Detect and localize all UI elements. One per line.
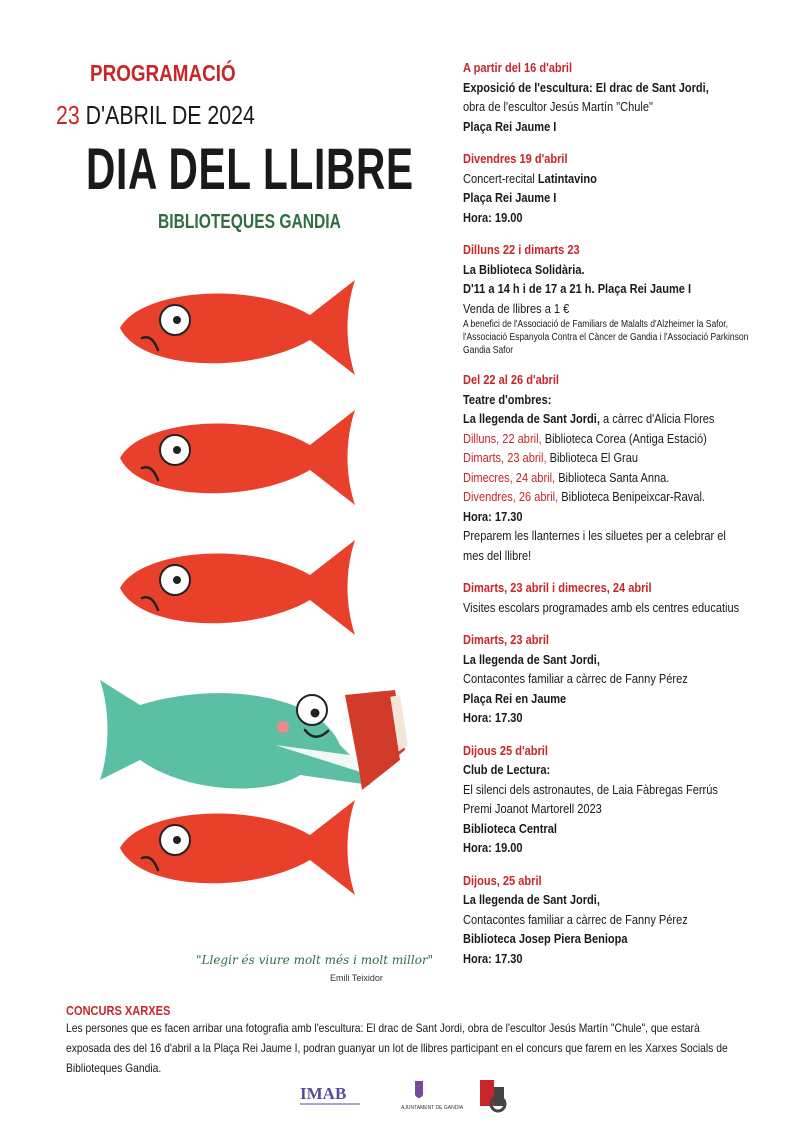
event-detail-line (463, 708, 764, 728)
event-detail-line (463, 468, 764, 488)
event-detail-line (463, 689, 764, 709)
event-detail-text: Exposició de l'escultura: El drac de Sant Jordi, (463, 79, 709, 95)
event-detail-text: Biblioteca Central (463, 820, 557, 836)
event-detail-line (463, 117, 764, 137)
subtitle: BIBLIOTEQUES GANDIA (158, 211, 341, 233)
event-detail-text: Hora: 17.30 (463, 950, 523, 966)
event-detail-line (463, 78, 764, 98)
main-title: DIA DEL LLIBRE (86, 137, 414, 202)
event-detail-line (463, 546, 764, 566)
red-fish-icon (120, 280, 355, 375)
contest-text: Les persones que es facen arribar una fotografia amb l'escultura: El drac de Sant Jordi, obra de l'escultor Jesús Martín "Chule", que estarà exposada des del 16 d'abril a la Plaça Rei Jaume I, podran guanyar un lot de llibres participant en el concurs que farem en les Xarxes Socials de Biblioteques Gandia. (66, 1021, 728, 1075)
schedule-list (463, 58, 763, 981)
fish-illustration (100, 270, 440, 920)
red-fish-icon (120, 800, 355, 895)
event-detail-line (463, 260, 764, 280)
event-detail-text: Hora: 17.30 (463, 508, 523, 524)
event-detail-text: Hora: 19.00 (463, 209, 523, 225)
event-detail-text: l'Associació Espanyola Contra el Càncer de Gandia i l'Associació Parkinson (463, 332, 749, 343)
event-date-heading: Dimarts, 23 abril (463, 632, 549, 647)
event-detail-text: La llegenda de Sant Jordi, (463, 892, 600, 907)
quote-text: "Llegir és viure molt més i molt millor" (196, 953, 434, 967)
event-date-heading: A partir del 16 d'abril (463, 60, 573, 75)
event-detail-text-extra: Biblioteca Corea (Antiga Estació) (541, 430, 707, 446)
quote-author: Emili Teixidor (330, 973, 383, 983)
event-detail-text: Plaça Rei Jaume I (463, 118, 557, 134)
event-detail-text: mes del llibre! (463, 547, 532, 563)
event-detail-text: Venda de llibres a 1 € (463, 300, 570, 316)
event-detail-line (463, 507, 764, 527)
date-number: 23 (56, 100, 80, 130)
event-detail-text: Gandia Safor (463, 345, 514, 356)
event-detail-line (463, 331, 764, 344)
event-detail-line (463, 188, 764, 208)
sponsor-logos (290, 1075, 530, 1115)
reading-fish-icon (100, 680, 408, 790)
red-fish-icon (120, 540, 355, 635)
event-detail-text: Concert-recital (463, 170, 538, 186)
schedule-event (463, 871, 763, 969)
event-detail-text: Divendres, 26 abril, (463, 489, 559, 504)
event-detail-text: Premi Joanot Martorell 2023 (463, 801, 602, 816)
event-detail-text: D'11 a 14 h i de 17 a 21 h. Plaça Rei Jaume I (463, 281, 692, 296)
event-detail-text: Teatre d'ombres: (463, 391, 552, 407)
event-detail-line (463, 838, 764, 858)
red-fish-icon (120, 410, 355, 505)
event-detail-text: La Biblioteca Solidària. (463, 261, 585, 277)
event-detail-text: Hora: 19.00 (463, 840, 523, 855)
event-detail-line (463, 390, 764, 410)
event-date-heading: Dimarts, 23 abril i dimecres, 24 abril (463, 580, 652, 595)
event-date-heading: Dijous 25 d'abril (463, 742, 548, 758)
programacio-label: PROGRAMACIÓ (90, 60, 236, 86)
event-detail-line (463, 429, 764, 449)
event-detail-text: Contacontes familiar a càrrec de Fanny Pérez (463, 911, 688, 927)
event-detail-line (463, 279, 764, 299)
event-detail-line (463, 819, 764, 839)
event-detail-line (463, 669, 764, 689)
event-detail-text-extra: Latintavino (537, 170, 597, 186)
schedule-event (463, 741, 763, 858)
event-detail-line (463, 208, 764, 228)
event-detail-text-extra: Biblioteca El Grau (546, 450, 639, 465)
schedule-event (463, 630, 763, 728)
event-detail-line (463, 929, 764, 949)
event-detail-text: A benefici de l'Associació de Familiars de Malalts d'Alzheimer la Safor, (463, 319, 728, 330)
event-date-heading: Dilluns 22 i dimarts 23 (463, 242, 580, 257)
imab-logo (300, 1084, 360, 1104)
event-detail-text: Hora: 17.30 (463, 710, 523, 725)
event-detail-line (463, 780, 764, 800)
event-detail-line (463, 169, 764, 189)
event-date-heading: Divendres 19 d'abril (463, 151, 568, 166)
event-detail-line (463, 487, 764, 507)
event-date (56, 100, 255, 131)
date-rest: D'ABRIL DE 2024 (79, 100, 255, 130)
schedule-event (463, 240, 763, 357)
event-detail-line (463, 799, 764, 819)
schedule-event (463, 149, 763, 227)
biblioteques-logo-icon (480, 1080, 505, 1111)
event-detail-text: Dimarts, 23 abril, (463, 450, 547, 465)
ajuntament-logo-text: AJUNTAMENT DE GANDIA (401, 1105, 464, 1111)
event-detail-line (463, 448, 764, 468)
event-detail-line (463, 409, 764, 429)
event-detail-text: Biblioteca Josep Piera Beniopa (463, 931, 628, 946)
contest-section (66, 1003, 756, 1078)
event-detail-line (463, 344, 764, 357)
event-date-heading: Dijous, 25 abril (463, 872, 542, 888)
event-detail-text: El silenci dels astronautes, de Laia Fàbregas Ferrús (463, 781, 718, 797)
contest-title: CONCURS XARXES (66, 1003, 171, 1018)
event-detail-line (463, 650, 764, 670)
event-detail-text: Visites escolars programades amb els centres educatius (463, 599, 740, 615)
event-detail-text: Dimecres, 24 abril, (463, 469, 556, 485)
event-detail-text: Contacontes familiar a càrrec de Fanny Pérez (463, 671, 688, 686)
event-detail-line (463, 890, 764, 910)
event-detail-line (463, 97, 764, 117)
event-detail-line (463, 760, 764, 780)
poster-header (0, 0, 440, 260)
schedule-event (463, 578, 763, 617)
event-detail-text: Dilluns, 22 abril, (463, 430, 542, 446)
event-detail-text-extra: Biblioteca Benipeixcar-Raval. (558, 489, 705, 504)
event-detail-text: Preparem les llanternes i les siluetes per a celebrar el (463, 528, 726, 543)
event-detail-line (463, 910, 764, 930)
event-detail-text-extra: a càrrec d'Alicia Flores (599, 411, 715, 426)
schedule-event (463, 370, 763, 565)
event-detail-text: obra de l'escultor Jesús Martín "Chule" (463, 99, 653, 114)
event-detail-text: La llegenda de Sant Jordi, (463, 411, 600, 426)
event-detail-text: La llegenda de Sant Jordi, (463, 651, 600, 667)
event-detail-line (463, 598, 764, 618)
event-detail-line (463, 299, 764, 319)
imab-logo-text: IMAB (300, 1084, 347, 1103)
event-detail-line (463, 949, 764, 969)
event-detail-text: Plaça Rei Jaume I (463, 190, 557, 205)
event-detail-line (463, 318, 764, 331)
event-detail-text-extra: Biblioteca Santa Anna. (555, 469, 670, 485)
event-date-heading: Del 22 al 26 d'abril (463, 372, 559, 387)
ajuntament-logo (401, 1081, 464, 1111)
event-detail-text: Plaça Rei en Jaume (463, 690, 567, 706)
schedule-event (463, 58, 763, 136)
event-detail-text: Club de Lectura: (463, 762, 551, 777)
event-detail-line (463, 526, 764, 546)
